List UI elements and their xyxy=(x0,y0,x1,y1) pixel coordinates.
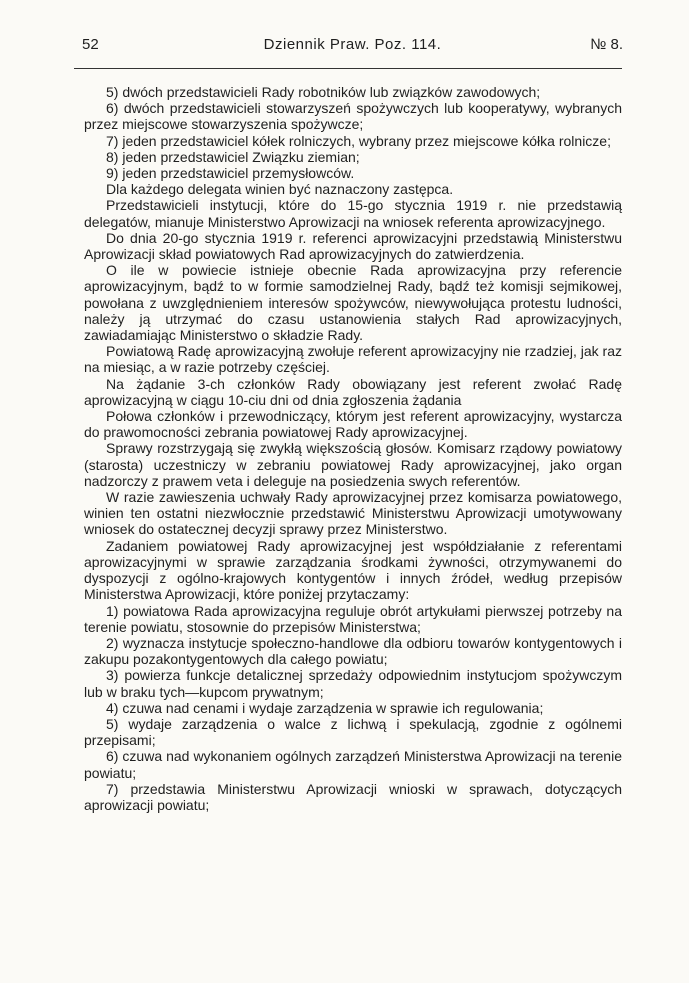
list-item: 6) czuwa nad wykonaniem ogólnych zarządzeń Ministerstwa Aprowizacji na terenie powiatu; xyxy=(84,748,622,781)
paragraph: Dla każdego delegata winien być naznaczony zastępca. xyxy=(106,181,454,198)
list-item: 3) powierza funkcje detalicznej sprzedaży odpowiednim instytucjom spożywczym lub w braku tych—kupcom prywatnym; xyxy=(84,667,622,700)
list-item: 4) czuwa nad cenami i wydaje zarządzenia w sprawie ich regulowania; xyxy=(106,699,544,716)
paragraph: Sprawy rozstrzygają się zwykłą większością głosów. Komisarz rządowy powiatowy (starosta) uczestniczy w zebraniu powiatowej Rady aprowizacyjnej, jako organ nadzorczy z prawem veta i deleguje na posiedzenia swych referentów. xyxy=(84,440,622,489)
paragraph: Do dnia 20-go stycznia 1919 r. referenci aprowizacyjni przedstawią Ministerstwu Aprowizacji skład powiatowych Rad aprowizacyjnych do zatwierdzenia. xyxy=(84,229,622,263)
paragraph: Powiatową Radę aprowizacyjną zwołuje referent aprowizacyjny nie rzadziej, jak raz na miesiąc, a w razie potrzeby częściej. xyxy=(84,343,622,376)
paragraph: Połowa członków i przewodniczący, którym jest referent aprowizacyjny, wystarcza do prawomocności zebrania powiatowej Rady aprowizacyjnej. xyxy=(84,408,622,441)
body-text xyxy=(84,84,622,813)
page-header xyxy=(82,36,623,60)
list-item: 9) jeden przedstawiciel przemysłowców. xyxy=(106,165,355,182)
paragraph: W razie zawieszenia uchwały Rady aprowizacyjnej przez komisarza powiatowego, winien ten ostatni niezwłocznie przedstawić Ministerstwu Aprowizacji umotywowany wniosek do ostatecznej decyzji sprawy przez Ministerstwo. xyxy=(84,489,622,538)
paragraph: Zadaniem powiatowej Rady aprowizacyjnej jest współdziałanie z referentami aprowizacyjnymi w sprawie zarządzania środkami żywności, otrzymywanemi do dyspozycji z ogólno-krajowych kontygentów i innych źródeł, według przepisów Ministerstwa Aprowizacji, które poniżej przytaczamy: xyxy=(84,537,622,603)
list-item: 7) przedstawia Ministerstwu Aprowizacji wnioski w sprawach, dotyczących aprowizacji powiatu; xyxy=(84,780,622,813)
paragraph: O ile w powiecie istnieje obecnie Rada aprowizacyjna przy referencie aprowizacyjnym, bądź to w formie samodzielnej Rady, bądź też komisji sejmikowej, powołana z uwzględnieniem interesów spożywców, niewywołująca protestu ludności, należy ją utrzymać do czasu ustanowienia stałych Rad aprowizacyjnych, zawiadamiając Ministerstwo o składzie Rady. xyxy=(84,262,622,344)
issue-number: № 8. xyxy=(590,36,623,53)
list-item: 1) powiatowa Rada aprowizacyjna reguluje obrót artykułami pierwszej potrzeby na terenie powiatu, stosownie do przepisów Ministerstwa; xyxy=(84,602,622,635)
page-number: 52 xyxy=(82,36,99,53)
list-item: 5) wydaje zarządzenia o walce z lichwą i spekulacją, zgodnie z ogólnemi przepisami; xyxy=(84,715,622,749)
list-item: 7) jeden przedstawiciel kółek rolniczych, wybrany przez miejscowe kółka rolnicze; xyxy=(106,132,611,149)
paragraph: Przedstawicieli instytucji, które do 15-go stycznia 1919 r. nie przedstawią delegatów, mianuje Ministerstwo Aprowizacji na wniosek referenta aprowizacyjnego. xyxy=(84,197,622,230)
journal-title: Dziennik Praw. Poz. 114. xyxy=(263,36,442,53)
list-item: 8) jeden przedstawiciel Związku ziemian; xyxy=(106,148,360,165)
header-rule xyxy=(74,68,622,69)
list-item: 6) dwóch przedstawicieli stowarzyszeń spożywczych lub kooperatywy, wybranych przez miejscowe stowarzyszenia spożywcze; xyxy=(84,100,622,133)
list-item: 2) wyznacza instytucje społeczno-handlowe dla odbioru towarów kontygentowych i zakupu pozakontygentowych dla całego powiatu; xyxy=(84,634,622,668)
paragraph: Na żądanie 3-ch członków Rady obowiązany jest referent zwołać Radę aprowizacyjną w ciągu 10-ciu dni od dnia zgłoszenia żądania xyxy=(84,375,622,408)
list-item: 5) dwóch przedstawicieli Rady robotników lub związków zawodowych; xyxy=(106,84,541,100)
